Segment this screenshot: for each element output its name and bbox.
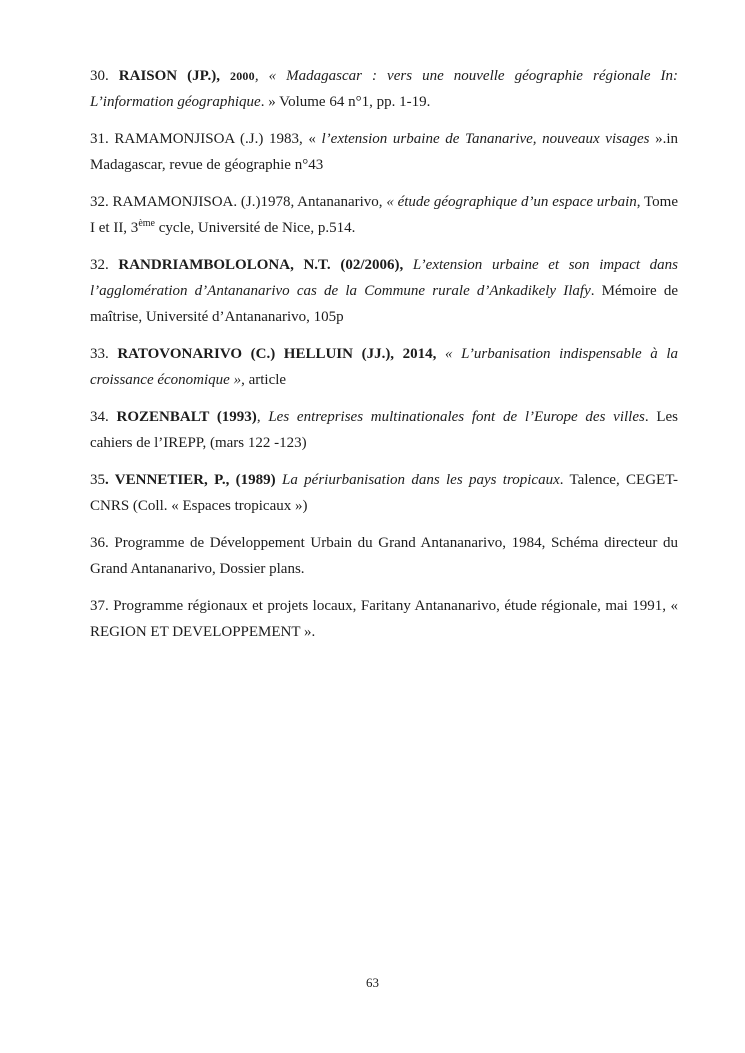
text-segment: 32. xyxy=(90,257,119,273)
text-segment: cycle, Université de Nice, p.514. xyxy=(154,220,356,236)
text-segment: . Mémoire de maîtrise, Université d’Antananarivo, 105p xyxy=(90,283,678,325)
text-segment: 37. Programme régionaux et projets locaux, Faritany Antananarivo, étude régionale, mai 1991, « REGION ET DEVELOPPEMENT ». xyxy=(90,598,678,640)
text-segment: 34. xyxy=(90,409,117,425)
text-segment: « L’urbanisation indispensable à la croissance économique » xyxy=(90,346,678,388)
text-segment: L’extension urbaine et son impact dans l’agglomération d’Antananarivo cas de la Commune rurale d’Ankadikely Ilafy xyxy=(90,257,678,299)
text-segment: . Les cahiers de l’IREPP, (mars 122 -123) xyxy=(90,409,678,451)
text-segment: ème xyxy=(138,218,155,229)
reference-31 xyxy=(90,126,678,178)
reference-32b xyxy=(90,252,678,330)
reference-36 xyxy=(90,530,678,582)
references-list xyxy=(90,63,678,656)
text-segment: « étude géographique d’un espace urbain xyxy=(386,194,637,210)
reference-33 xyxy=(90,341,678,393)
text-segment: 35 xyxy=(90,472,105,488)
text-segment: RAISON (JP.), xyxy=(118,68,230,84)
text-segment: . Talence, CEGET-CNRS (Coll. « Espaces tropicaux ») xyxy=(90,472,678,514)
text-segment: 32. RAMAMONJISOA. (J.)1978, Antananarivo, xyxy=(90,194,387,210)
text-segment: 30. xyxy=(90,68,119,84)
text-segment: . » Volume 64 n°1, pp. 1-19. xyxy=(260,94,431,110)
text-segment: RATOVONARIVO (C.) HELLUIN (JJ.), 2014, xyxy=(117,346,445,362)
reference-34 xyxy=(90,404,678,456)
text-segment: 31. RAMAMONJISOA (.J.) 1983, « xyxy=(90,131,322,147)
page-number: 63 xyxy=(366,975,379,990)
reference-35 xyxy=(90,467,678,519)
reference-37 xyxy=(90,593,678,645)
text-segment: 33. xyxy=(90,346,118,362)
text-segment: ROZENBALT (1993) xyxy=(116,409,257,425)
text-segment: ».in Madagascar, revue de géographie n°43 xyxy=(90,131,678,173)
text-segment: La périurbanisation dans les pays tropicaux xyxy=(282,472,560,488)
text-segment: , xyxy=(256,409,269,425)
text-segment: RANDRIAMBOLOLONA, N.T. (02/2006), xyxy=(118,257,413,273)
text-segment: l’extension urbaine de Tananarive, nouveaux visages xyxy=(321,131,650,147)
text-segment: , « Madagascar : vers une nouvelle géographie régionale In: L’information géographique xyxy=(90,68,679,110)
text-segment: 36. Programme de Développement Urbain du Grand Antananarivo, 1984, Schéma directeur du Grand Antananarivo, Dossier plans. xyxy=(90,535,678,577)
text-segment: , article xyxy=(241,372,287,388)
reference-30 xyxy=(90,63,678,115)
reference-32a xyxy=(90,189,678,241)
text-segment: . VENNETIER, P., (1989) xyxy=(105,472,282,488)
text-segment: , Tome I et II, 3 xyxy=(90,194,678,236)
text-segment: 2000 xyxy=(230,69,255,83)
text-segment: Les entreprises multinationales font de l’Europe des villes xyxy=(268,409,645,425)
